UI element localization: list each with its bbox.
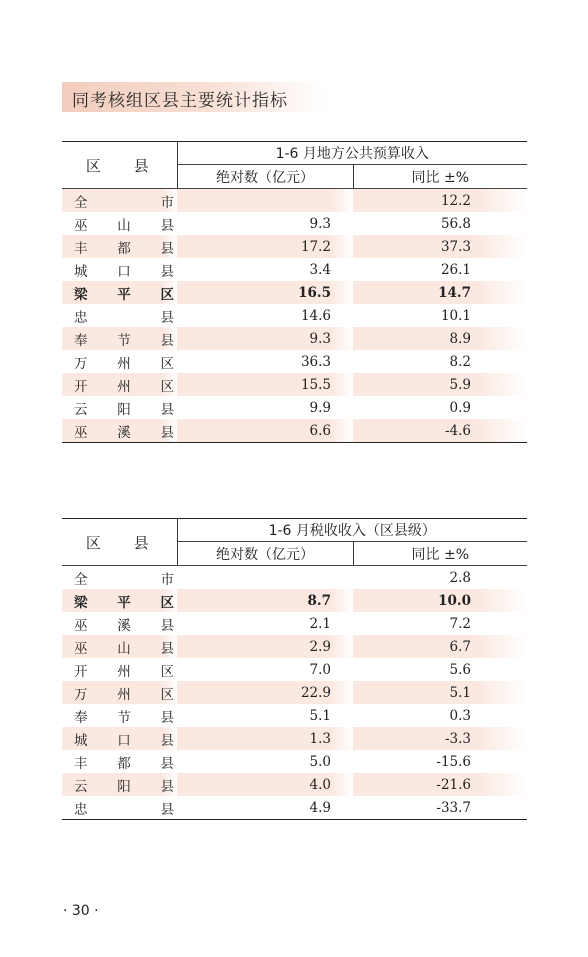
tax-group-header: 1-6 月税收收入（区县级）	[177, 519, 527, 542]
yoy-value-cell: -3.3	[353, 727, 527, 750]
yoy-value-cell: 0.9	[449, 399, 472, 416]
yoy-value-cell: -21.6	[353, 773, 527, 796]
table-row	[62, 773, 527, 796]
budget-group-header: 1-6 月地方公共预算收入	[177, 142, 527, 165]
abs-value-cell: 14.6	[300, 307, 331, 324]
table-row	[62, 727, 527, 750]
yoy-value-cell: -15.6	[436, 753, 472, 770]
district-name: 巫山县	[62, 635, 177, 658]
abs-value-cell	[177, 566, 353, 590]
district-name: 万州区	[74, 355, 174, 372]
table-row	[62, 212, 527, 235]
district-name: 开州区	[74, 663, 174, 680]
section-title-banner	[62, 82, 326, 112]
district-name: 忠县	[74, 309, 174, 326]
abs-value-cell: 7.0	[309, 661, 331, 678]
district-name: 云阳县	[74, 401, 174, 418]
yoy-value-cell: 37.3	[353, 235, 527, 258]
abs-value-cell: 9.9	[309, 399, 331, 416]
abs-value-cell: 9.3	[309, 215, 331, 232]
district-name: 梁平区	[62, 281, 177, 304]
yoy-value-cell: 14.7	[353, 281, 527, 304]
yoy-value-cell: 8.9	[353, 327, 527, 350]
yoy-value-cell: 0.3	[449, 707, 472, 724]
yoy-header: 同比 ±%	[353, 165, 527, 189]
abs-value-cell: 16.5	[177, 281, 353, 304]
district-name: 奉节县	[62, 327, 177, 350]
table-row	[62, 658, 527, 681]
abs-value-cell: 4.0	[177, 773, 353, 796]
yoy-value-cell: 5.9	[353, 373, 527, 396]
district-name: 忠县	[62, 796, 177, 820]
yoy-value-cell: 8.2	[449, 353, 472, 370]
table-row	[62, 589, 527, 612]
page-number: · 30 ·	[63, 903, 99, 919]
yoy-header: 同比 ±%	[353, 542, 527, 566]
district-name: 城口县	[62, 727, 177, 750]
abs-value-cell: 1.3	[177, 727, 353, 750]
abs-value-header: 绝对数（亿元）	[177, 165, 353, 189]
district-name: 云阳县	[62, 773, 177, 796]
district-name: 巫溪县	[62, 419, 177, 443]
district-name: 梁平区	[62, 589, 177, 612]
abs-value-cell: 4.9	[177, 796, 353, 820]
table-row	[62, 796, 527, 820]
district-name: 城口县	[74, 263, 174, 280]
yoy-value-cell: 5.6	[449, 661, 472, 678]
district-name: 万州区	[62, 681, 177, 704]
table-row	[62, 350, 527, 373]
tax-revenue-table	[62, 518, 527, 820]
table-row	[62, 681, 527, 704]
yoy-value-cell: -33.7	[353, 796, 527, 820]
yoy-value-cell: 10.1	[440, 307, 472, 324]
budget-revenue-table	[62, 141, 527, 443]
abs-value-cell: 6.6	[177, 419, 353, 443]
abs-value-cell: 3.4	[309, 261, 331, 278]
abs-value-cell: 36.3	[300, 353, 331, 370]
district-name: 巫山县	[74, 217, 174, 234]
table-row	[62, 635, 527, 658]
abs-value-cell: 9.3	[177, 327, 353, 350]
yoy-value-cell: 2.8	[449, 569, 472, 586]
district-name: 奉节县	[74, 709, 174, 726]
table-row	[62, 750, 527, 773]
yoy-value-cell: 26.1	[440, 261, 472, 278]
abs-value-cell: 5.0	[309, 753, 331, 770]
abs-value-cell: 8.7	[177, 589, 353, 612]
district-name: 丰都县	[74, 755, 174, 772]
district-name: 巫溪县	[74, 617, 174, 634]
table-row	[62, 612, 527, 635]
table-row	[62, 281, 527, 304]
abs-value-cell: 15.5	[177, 373, 353, 396]
yoy-value-cell: 7.2	[449, 615, 472, 632]
table-row	[62, 704, 527, 727]
yoy-value-cell: -4.6	[353, 419, 527, 443]
table-row	[62, 566, 527, 590]
abs-value-header: 绝对数（亿元）	[177, 542, 353, 566]
abs-value-cell: 2.1	[309, 615, 331, 632]
abs-value-cell: 17.2	[177, 235, 353, 258]
table-row	[62, 189, 527, 213]
table-row	[62, 419, 527, 443]
table-row	[62, 258, 527, 281]
abs-value-cell: 2.9	[177, 635, 353, 658]
table-row	[62, 396, 527, 419]
yoy-value-cell: 12.2	[353, 189, 527, 213]
district-name: 开州区	[62, 373, 177, 396]
section-title: 同考核组区县主要统计指标	[72, 91, 288, 111]
table-row	[62, 327, 527, 350]
abs-value-cell	[177, 189, 353, 213]
yoy-value-cell: 6.7	[353, 635, 527, 658]
district-header: 区 县	[62, 142, 177, 189]
district-name: 丰都县	[62, 235, 177, 258]
district-name: 全市	[74, 571, 174, 588]
district-header: 区 县	[62, 519, 177, 566]
district-name: 全市	[62, 189, 177, 213]
abs-value-cell: 5.1	[309, 707, 331, 724]
table-row	[62, 304, 527, 327]
yoy-value-cell: 56.8	[440, 215, 472, 232]
yoy-value-cell: 5.1	[353, 681, 527, 704]
yoy-value-cell: 10.0	[353, 589, 527, 612]
table-row	[62, 235, 527, 258]
table-row	[62, 373, 527, 396]
abs-value-cell: 22.9	[177, 681, 353, 704]
